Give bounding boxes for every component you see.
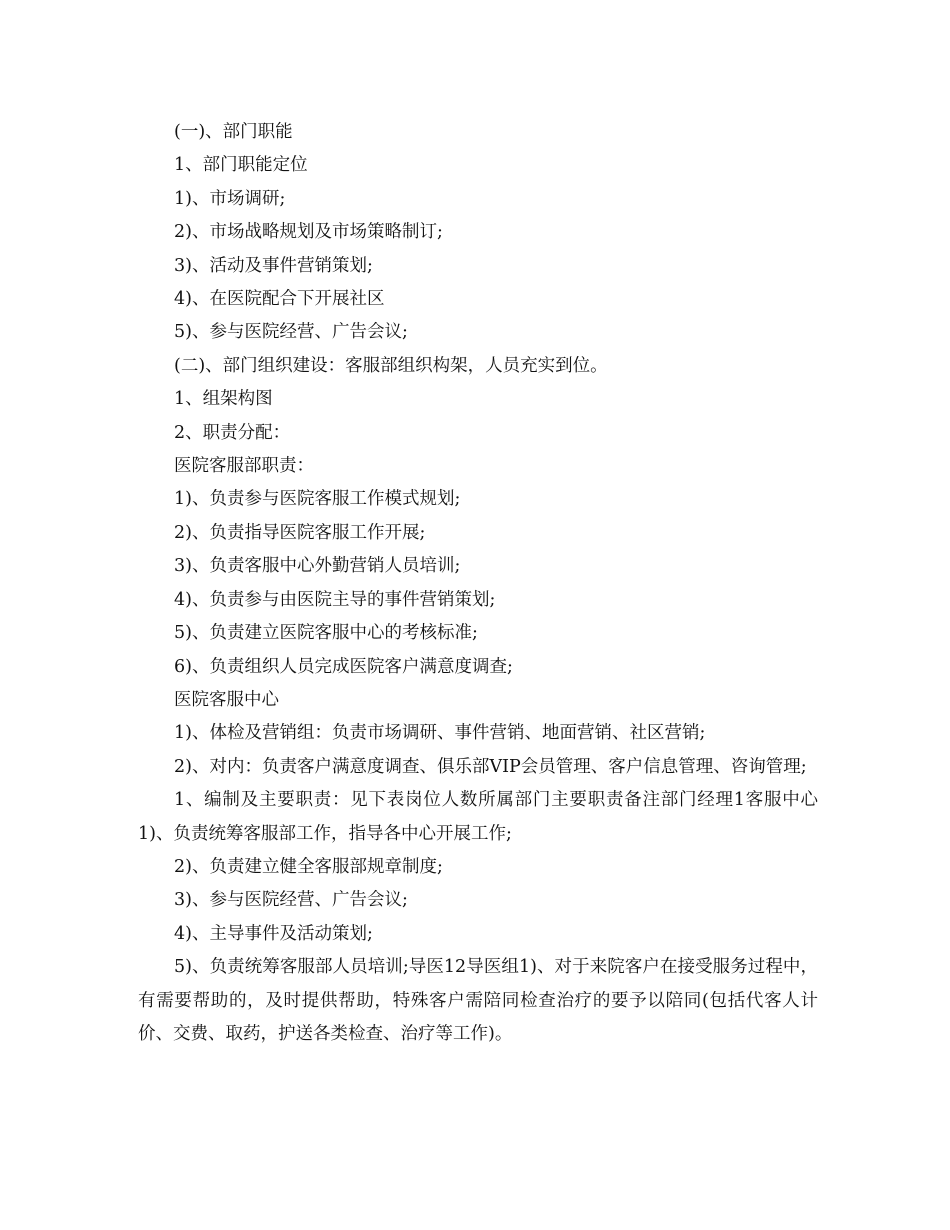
paragraph-dept-function: (一)、部门职能 — [174, 122, 293, 142]
list-item: 1)、体检及营销组：负责市场调研、事件营销、地面营销、社区营销; — [174, 723, 706, 744]
list-item: 5)、负责建立医院客服中心的考核标准; — [174, 623, 478, 644]
list-item: 2)、负责建立健全客服部规章制度; — [174, 856, 443, 877]
list-item: 3)、参与医院经营、广告会议; — [174, 890, 408, 911]
paragraph-dept-duties-heading: 医院客服部职责： — [174, 456, 314, 477]
paragraph-staffing: 1、编制及主要职责：见下表岗位人数所属部门主要职责备注部门经理1客服中心1)、负责统筹客服部工作，指导各中心开展工作; — [138, 790, 818, 844]
list-item: 6)、负责组织人员完成医院客户满意度调查; — [174, 656, 513, 677]
list-item: 4)、负责参与由医院主导的事件营销策划; — [174, 589, 496, 610]
paragraph-function-positioning: 1、部门职能定位 — [174, 155, 308, 176]
paragraph-org-chart: 1、组架构图 — [174, 389, 273, 410]
list-item: 3)、活动及事件营销策划; — [174, 255, 373, 276]
paragraph-service-center-heading: 医院客服中心 — [174, 689, 279, 710]
paragraph-org-building: (二)、部门组织建设：客服部组织构架，人员充实到位。 — [174, 355, 608, 376]
list-item: 2)、负责指导医院客服工作开展; — [174, 522, 426, 543]
list-item: 4)、在医院配合下开展社区 — [174, 289, 385, 310]
paragraph-duty-allocation: 2、职责分配： — [174, 422, 291, 443]
list-item: 3)、负责客服中心外勤营销人员培训; — [174, 556, 461, 577]
list-item: 1)、负责参与医院客服工作模式规划; — [174, 489, 461, 510]
list-item: 2)、对内：负责客户满意度调查、俱乐部VIP会员管理、客户信息管理、咨询管理; — [174, 756, 807, 777]
list-item: 5)、负责统筹客服部人员培训;导医12导医组1)、对于来院客户在接受服务过程中，有需要帮助的，及时提供帮助，特殊客户需陪同检查治疗的要予以陪同(包括代客人计价、交费、取药，护送各类检查、治疗等工作)。 — [138, 957, 818, 1044]
list-item: 4)、主导事件及活动策划; — [174, 923, 373, 944]
document-body — [138, 116, 818, 1051]
list-item: 5)、参与医院经营、广告会议; — [174, 322, 408, 343]
list-item: 1)、市场调研; — [174, 188, 286, 209]
list-item: 2)、市场战略规划及市场策略制订; — [174, 222, 443, 243]
